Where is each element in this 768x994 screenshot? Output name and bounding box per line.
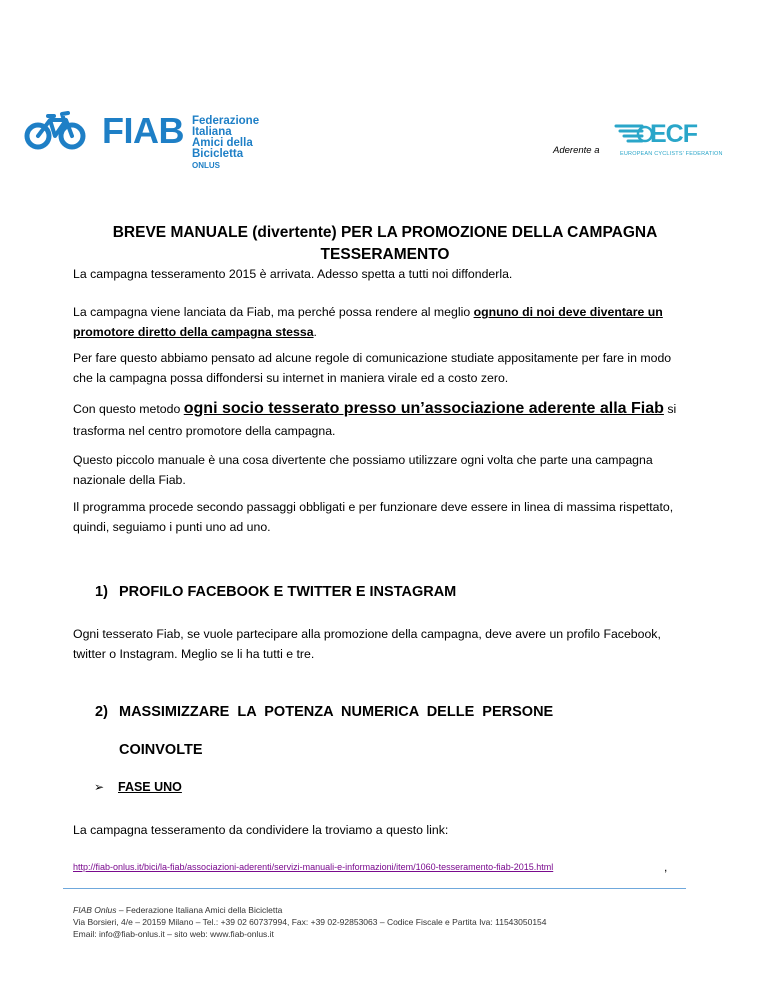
paragraph-method-c: si trasforma nel centro promotore della campagna. — [73, 402, 677, 438]
ecf-wordmark: ECF — [650, 120, 697, 148]
heading-2-text: MASSIMIZZARE LA POTENZA NUMERICA DELLE PERSONE — [119, 704, 554, 720]
ecf-wings-icon — [612, 120, 652, 150]
title-line1: BREVE MANUALE (divertente) PER LA PROMOZIONE DELLA CAMPAGNA — [112, 224, 658, 241]
fiab-wordmark: FIAB — [102, 110, 184, 151]
paragraph-method — [73, 398, 693, 442]
paragraph-manual: Questo piccolo manuale è una cosa divertente che possiamo utilizzare ogni volta che parte una campagna nazionale della Fiab. — [73, 453, 653, 487]
paragraph-method-emphasis: ogni socio tesserato presso un’associazione aderente alla Fiab — [183, 400, 664, 417]
ecf-logo — [612, 118, 723, 158]
footer-org-name: FIAB Onlus — [73, 905, 117, 915]
paragraph-rules: Per fare questo abbiamo pensato ad alcune regole di comunicazione studiate appositamente per fare in modo che la campagna possa diffondersi su internet in maniera virale ed a costo zero. — [73, 351, 672, 385]
fiab-subtitle — [192, 116, 262, 171]
campaign-link[interactable]: http://fiab-onlus.it/bici/la-fiab/associazioni-aderenti/servizi-manuali-e-informazioni/item/1060-tesseramento-fiab-2015.html — [73, 862, 554, 872]
paragraph-launch-emphasis: ognuno di noi deve diventare un promotore diretto della campagna stessa — [73, 305, 663, 339]
paragraph-launch — [73, 302, 693, 342]
heading-2 — [95, 702, 553, 722]
phase-one-label: FASE UNO — [118, 780, 182, 794]
footer-address: Via Borsieri, 4/e – 20159 Milano – Tel.: +39 02 60737994, Fax: +39 02-92853063 – Codice Fiscale e Partita Iva: 11543050154 — [73, 917, 547, 927]
fiab-logo — [22, 108, 262, 170]
link-comma: , — [664, 860, 668, 874]
paragraph-launch-a: La campagna viene lanciata da Fiab, ma perché possa rendere al meglio — [73, 305, 474, 319]
footer — [73, 904, 547, 940]
title-line2: TESSERAMENTO — [320, 246, 450, 263]
paragraph-launch-c: . — [313, 325, 317, 339]
heading-1 — [95, 582, 456, 602]
fiab-subtitle-line1: Federazione Italiana — [192, 115, 260, 138]
document-title — [80, 222, 690, 266]
bicycle-icon — [22, 108, 102, 154]
paragraph-method-a: Con questo metodo — [73, 402, 184, 416]
heading-1-text: PROFILO FACEBOOK E TWITTER E INSTAGRAM — [119, 584, 457, 600]
paragraph-intro: La campagna tesseramento 2015 è arrivata. Adesso spetta a tutti noi diffonderla. — [73, 267, 513, 281]
paragraph-link-intro: La campagna tesseramento da condividere la troviamo a questo link: — [73, 823, 449, 837]
footer-contacts: Email: info@fiab-onlus.it – sito web: www.fiab-onlus.it — [73, 929, 274, 939]
ecf-tagline: EUROPEAN CYCLISTS' FEDERATION — [620, 151, 723, 157]
footer-org-full: – Federazione Italiana Amici della Bicicletta — [116, 905, 283, 915]
phase-one — [94, 780, 182, 794]
aderente-label: Aderente a — [553, 145, 600, 156]
heading-2-continuation: COINVOLTE — [119, 742, 203, 758]
arrow-bullet-icon: ➢ — [94, 780, 105, 794]
paragraph-program: Il programma procede secondo passaggi obbligati e per funzionare deve essere in linea di massima rispettato, quindi, seguiamo i punti uno ad uno. — [73, 500, 674, 534]
fiab-subtitle-line3: ONLUS — [192, 161, 220, 170]
footer-line1 — [73, 904, 547, 916]
footer-divider — [63, 888, 686, 889]
heading-1-number: 1) — [95, 584, 108, 600]
fiab-subtitle-line2: Amici della Bicicletta — [192, 137, 253, 160]
heading-2-number: 2) — [95, 704, 108, 720]
paragraph-profile: Ogni tesserato Fiab, se vuole partecipare alla promozione della campagna, deve avere un profilo Facebook, twitter o Instagram. Meglio se li ha tutti e tre. — [73, 627, 661, 661]
